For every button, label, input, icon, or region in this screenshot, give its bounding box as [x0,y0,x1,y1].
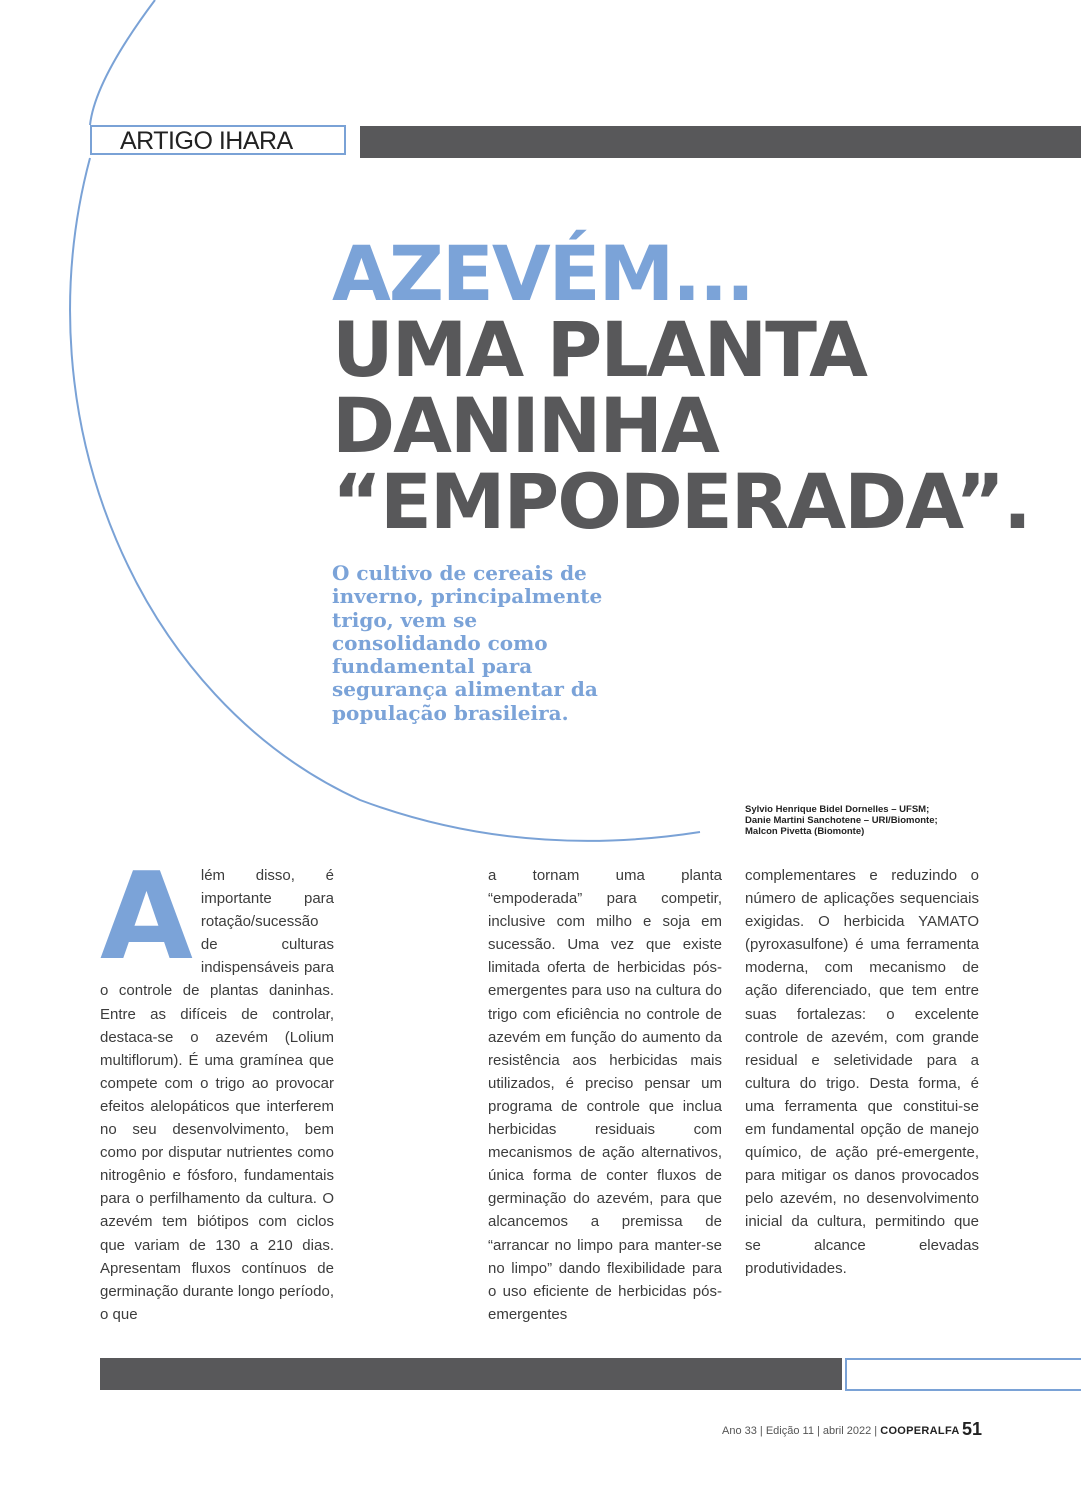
author-1: Sylvio Henrique Bidel Dornelles – UFSM; [745,804,930,815]
author-2: Danie Martini Sanchotene – URI/Biomonte; [745,815,938,826]
title-line-3: DANINHA [332,381,718,470]
title-line-1: AZEVÉM... [332,229,753,318]
body-text-1: lém disso, é importante para rotação/sucessão de culturas indispensáveis para o controle de plantas daninhas. Entre as difíceis de controlar, destaca-se o azevém (Lolium multiflorum). É uma gramínea que compete com o trigo ao provocar efeitos alelopáticos que interferem no seu desenvolvimento, bem como por disputar nutrientes como nitrogênio e fósforo, fundamentais para o perfilhamento da cultura. O azevém tem biótipos com ciclos que variam de 130 a 210 dias. Apresentam fluxos contínuos de germinação durante longo período, o que [100,867,334,1323]
title-line-4: “EMPODERADA”. [332,457,1030,546]
body-column-3 [745,864,979,1280]
author-3: Malcon Pivetta (Biomonte) [745,826,865,837]
header-bar [360,126,1081,158]
section-label: ARTIGO IHARA [120,127,293,155]
page-number: 51 [962,1419,983,1439]
footer-bar [100,1358,842,1390]
footer-issue-info [722,1425,960,1437]
body-column-1 [100,848,334,1326]
body-text-2: a tornam uma planta “empoderada” para competir, inclusive com milho e soja em sucessão. Uma vez que existe limitada oferta de herbicidas pós-emergentes para uso na cultura do trigo com eficiência no controle de azevém em função do aumento da resistência aos herbicidas mais utilizados, é preciso pensar um programa de controle que inclua herbicidas residuais com mecanismos de ação alternativos, única forma de conter fluxos de germinação do azevém, para que alcancemos a premissa de “arrancar no limpo para manter-se no limpo” dando flexibilidade para o uso eficiente de herbicidas pós-emergentes [488,867,722,1323]
drop-cap: A [100,848,193,987]
title-line-2: UMA PLANTA [332,305,866,394]
body-text-3: complementares e reduzindo o número de aplicações sequenciais exigidas. O herbicida YAMATO (pyroxasulfone) é uma ferramenta moderna, com mecanismo de ação diferenciado, que tem entre suas fortalezas: o excelente controle de azevém, com grande residual e seletividade para a cultura do trigo. Desta forma, é uma ferramenta que constitui-se em fundamental opção de manejo químico, de ação pré-emergente, para mitigar os danos provocados pelo azevém, no desenvolvimento inicial da cultura, permitindo que se alcance elevadas produtividades. [745,867,979,1277]
body-column-2 [488,864,722,1326]
footer-box [845,1358,1081,1391]
issue-text: Ano 33 | Edição 11 | abril 2022 | [722,1425,881,1437]
article-title [332,229,1030,546]
brand-name: COOPERALFA [880,1425,960,1437]
authors [745,804,938,837]
article-lead: O cultivo de cereais de inverno, principalmente trigo, vem se consolidando como fundamental para segurança alimentar da população brasileira. [332,561,603,725]
